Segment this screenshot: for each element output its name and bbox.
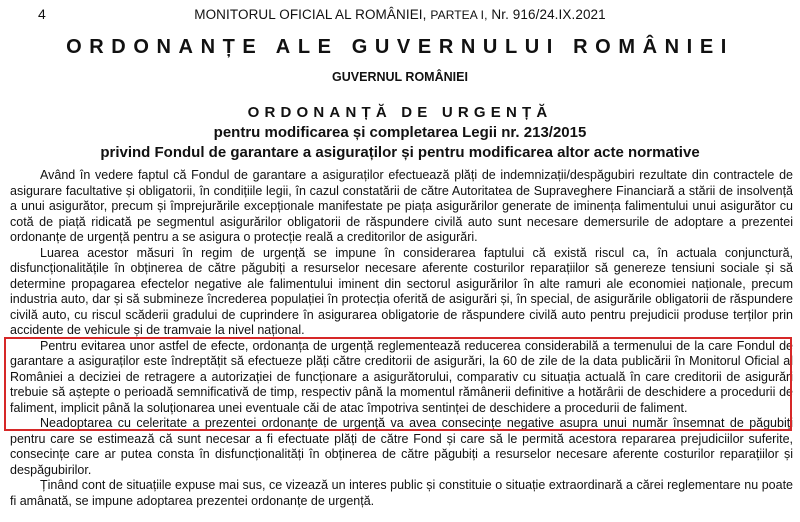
section-title: ORDONANȚE ALE GUVERNULUI ROMÂNIEI <box>66 36 734 58</box>
gazette-issue: Nr. 916/24.IX.2021 <box>491 7 606 22</box>
issuing-authority: GUVERNUL ROMÂNIEI <box>332 70 468 84</box>
paragraph-4: Neadoptarea cu celeritate a prezentei ordonanțe de urgență va avea consecințe negative asupra unui număr însemnat de păgubiți pentru care se estimează că sunt necesar a fi efectuate plăți de către Fond și care să le permită acestora repararea prejudiciilor suferite, consecințe care ar putea consta în disfuncționalități în obținerea de către păgubiți a resurselor necesare aferente costurilor reparațiilor și despăgubirilor. <box>10 416 793 477</box>
paragraph-3: Pentru evitarea unor astfel de efecte, ordonanța de urgență reglementează reducerea considerabilă a termenului de la care Fondul de garantare a asiguraților este îndreptățit să efectueze plăți către creditorii de asigurări, la 60 de zile de la data publicării în Monitorul Oficial al României a deciziei de retragere a autorizației de funcționare a asigurătorului, comparativ cu situația actuală în care creditorii de asigurări trebuie să aștepte o perioadă semnificativă de timp, respectiv până la momentul rămânerii definitive a hotărârii de deschidere a procedurii de faliment, implicit până la soluționarea unei eventuale căi de atac împotriva sentinței de deschidere a procedurii de faliment. <box>10 338 793 415</box>
page-header <box>0 6 800 24</box>
paragraph-2: Luarea acestor măsuri în regim de urgență se impune în considerarea faptului că există riscul ca, în actuala conjunctură, disfuncționalitățile în obținerea de către păgubiți a resurselor necesare aferente costurilor reparațiilor să genereze tensiuni sociale și să determine propagarea efectelor negative ale falimentului iminent din sectorul asigurărilor în alte ramuri ale economiei naționale, precum industria auto, dar și să submineze încrederea populației în protecția oferită de asigurări și, în special, de asigurările obligatorii de răspundere civilă auto, cu riscul scăderii gradului de cuprindere în asigurarea obligatorie de răspundere civilă auto pentru prejudicii produse terților prin accidente de vehicule și de tramvaie la nivel național. <box>10 245 793 337</box>
paragraph-1: Având în vedere faptul că Fondul de garantare a asiguraților efectuează plăți de indemnizații/despăgubiri rezultate din contractele de asigurare facultative și obligatorii, în condițiile legii, în cazul constatării de către Autoritatea de Supraveghere Financiară a stării de insolvență a unui asigurător, precum și împrejurările excepționale manifestate pe piața asigurărilor generate de iminența falimentului unui asigurător cu cotă de piață ridicată pe segmentul asigurărilor obligatorii de răspundere civilă auto sunt necesare demersurile de adoptare a prezentei ordonanțe de urgență pentru a se asigura o protecție reală a creditorilor de asigurări. <box>10 168 793 244</box>
page-number: 4 <box>38 6 46 22</box>
gazette-name: MONITORUL OFICIAL AL ROMÂNIEI, <box>194 7 427 22</box>
document-type: ORDONANȚĂ DE URGENȚĂ <box>247 104 553 121</box>
gazette-part: PARTEA I, <box>430 8 488 22</box>
document-subtitle-line2: privind Fondul de garantare a asiguraților și pentru modificarea altor acte normative <box>100 144 700 161</box>
document-subtitle-line1: pentru modificarea și completarea Legii nr. 213/2015 <box>213 124 587 141</box>
document-body <box>10 168 793 509</box>
gazette-title <box>0 7 800 22</box>
paragraph-5: Ținând cont de situațiile expuse mai sus, ce vizează un interes public și constituie o situație extraordinară a cărei reglementare nu poate fi amânată, se impune adoptarea prezentei ordonanțe de urgență. <box>10 478 793 508</box>
